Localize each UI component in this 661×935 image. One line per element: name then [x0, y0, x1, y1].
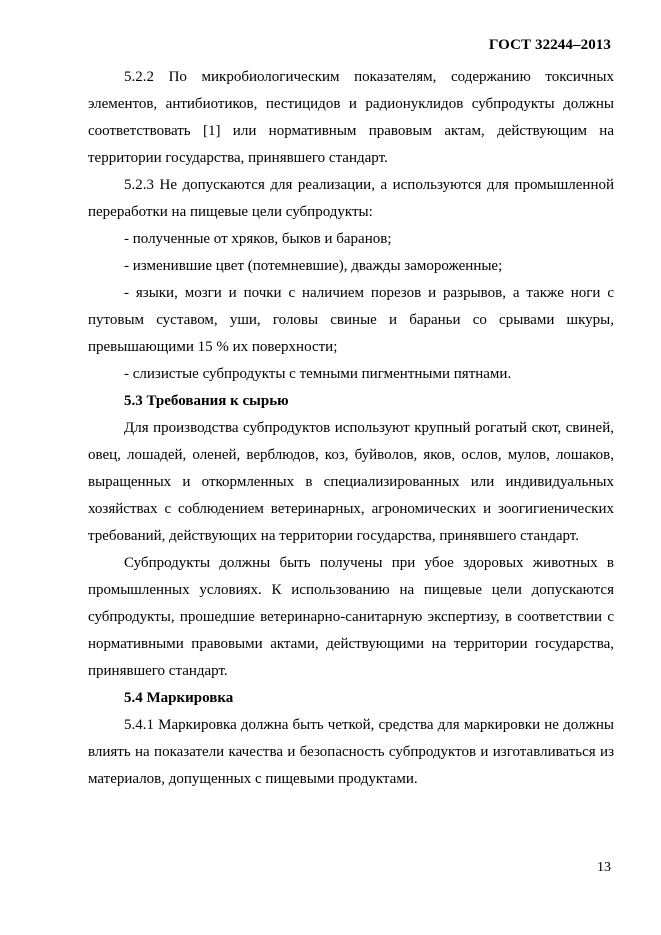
document-body — [88, 64, 614, 793]
page-number: 13 — [597, 860, 611, 875]
list-item: - языки, мозги и почки с наличием порезов и разрывов, а также ноги с путовым суставом, уши, головы свиные и бараньи со срывами шкуры, превышающими 15 % их поверхности; — [88, 285, 614, 355]
paragraph-5-2-2: 5.2.2 По микробиологическим показателям, содержанию токсичных элементов, антибиотиков, пестицидов и радионуклидов субпродукты должны соответствовать [1] или нормативным правовым актам, действующим на территории государства, принявшего стандарт. — [88, 69, 614, 166]
section-heading-5-4: 5.4 Маркировка — [124, 690, 234, 706]
list-item: - изменившие цвет (потемневшие), дважды замороженные; — [124, 258, 503, 274]
paragraph-5-4-1: 5.4.1 Маркировка должна быть четкой, средства для маркировки не должны влиять на показатели качества и безопасность субпродуктов и изготавливаться из материалов, допущенных с пищевыми продуктами. — [88, 717, 614, 787]
section-heading-5-3: 5.3 Требования к сырью — [124, 393, 289, 409]
list-item: - слизистые субпродукты с темными пигментными пятнами. — [124, 366, 512, 382]
paragraph-5-3-a: Для производства субпродуктов используют крупный рогатый скот, свиней, овец, лошадей, оленей, верблюдов, коз, буйволов, яков, ослов, мулов, лошаков, выращенных и откормленных в специализированных или индивидуальных хозяйствах с соблюдением ветеринарных, агрономических и зоогигиенических требований, действующих на территории государства, принявшего стандарт. — [88, 420, 614, 544]
paragraph-5-2-3: 5.2.3 Не допускаются для реализации, а используются для промышленной переработки на пищевые цели субпродукты: — [88, 177, 614, 220]
document-header: ГОСТ 32244–2013 — [488, 37, 611, 53]
paragraph-5-3-b: Субпродукты должны быть получены при убое здоровых животных в промышленных условиях. К использованию на пищевые цели допускаются субпродукты, прошедшие ветеринарно-санитарную экспертизу, в соответствии с нормативными правовыми актами, действующими на территории государства, принявшего стандарт. — [88, 555, 614, 679]
list-item: - полученные от хряков, быков и баранов; — [124, 231, 392, 247]
